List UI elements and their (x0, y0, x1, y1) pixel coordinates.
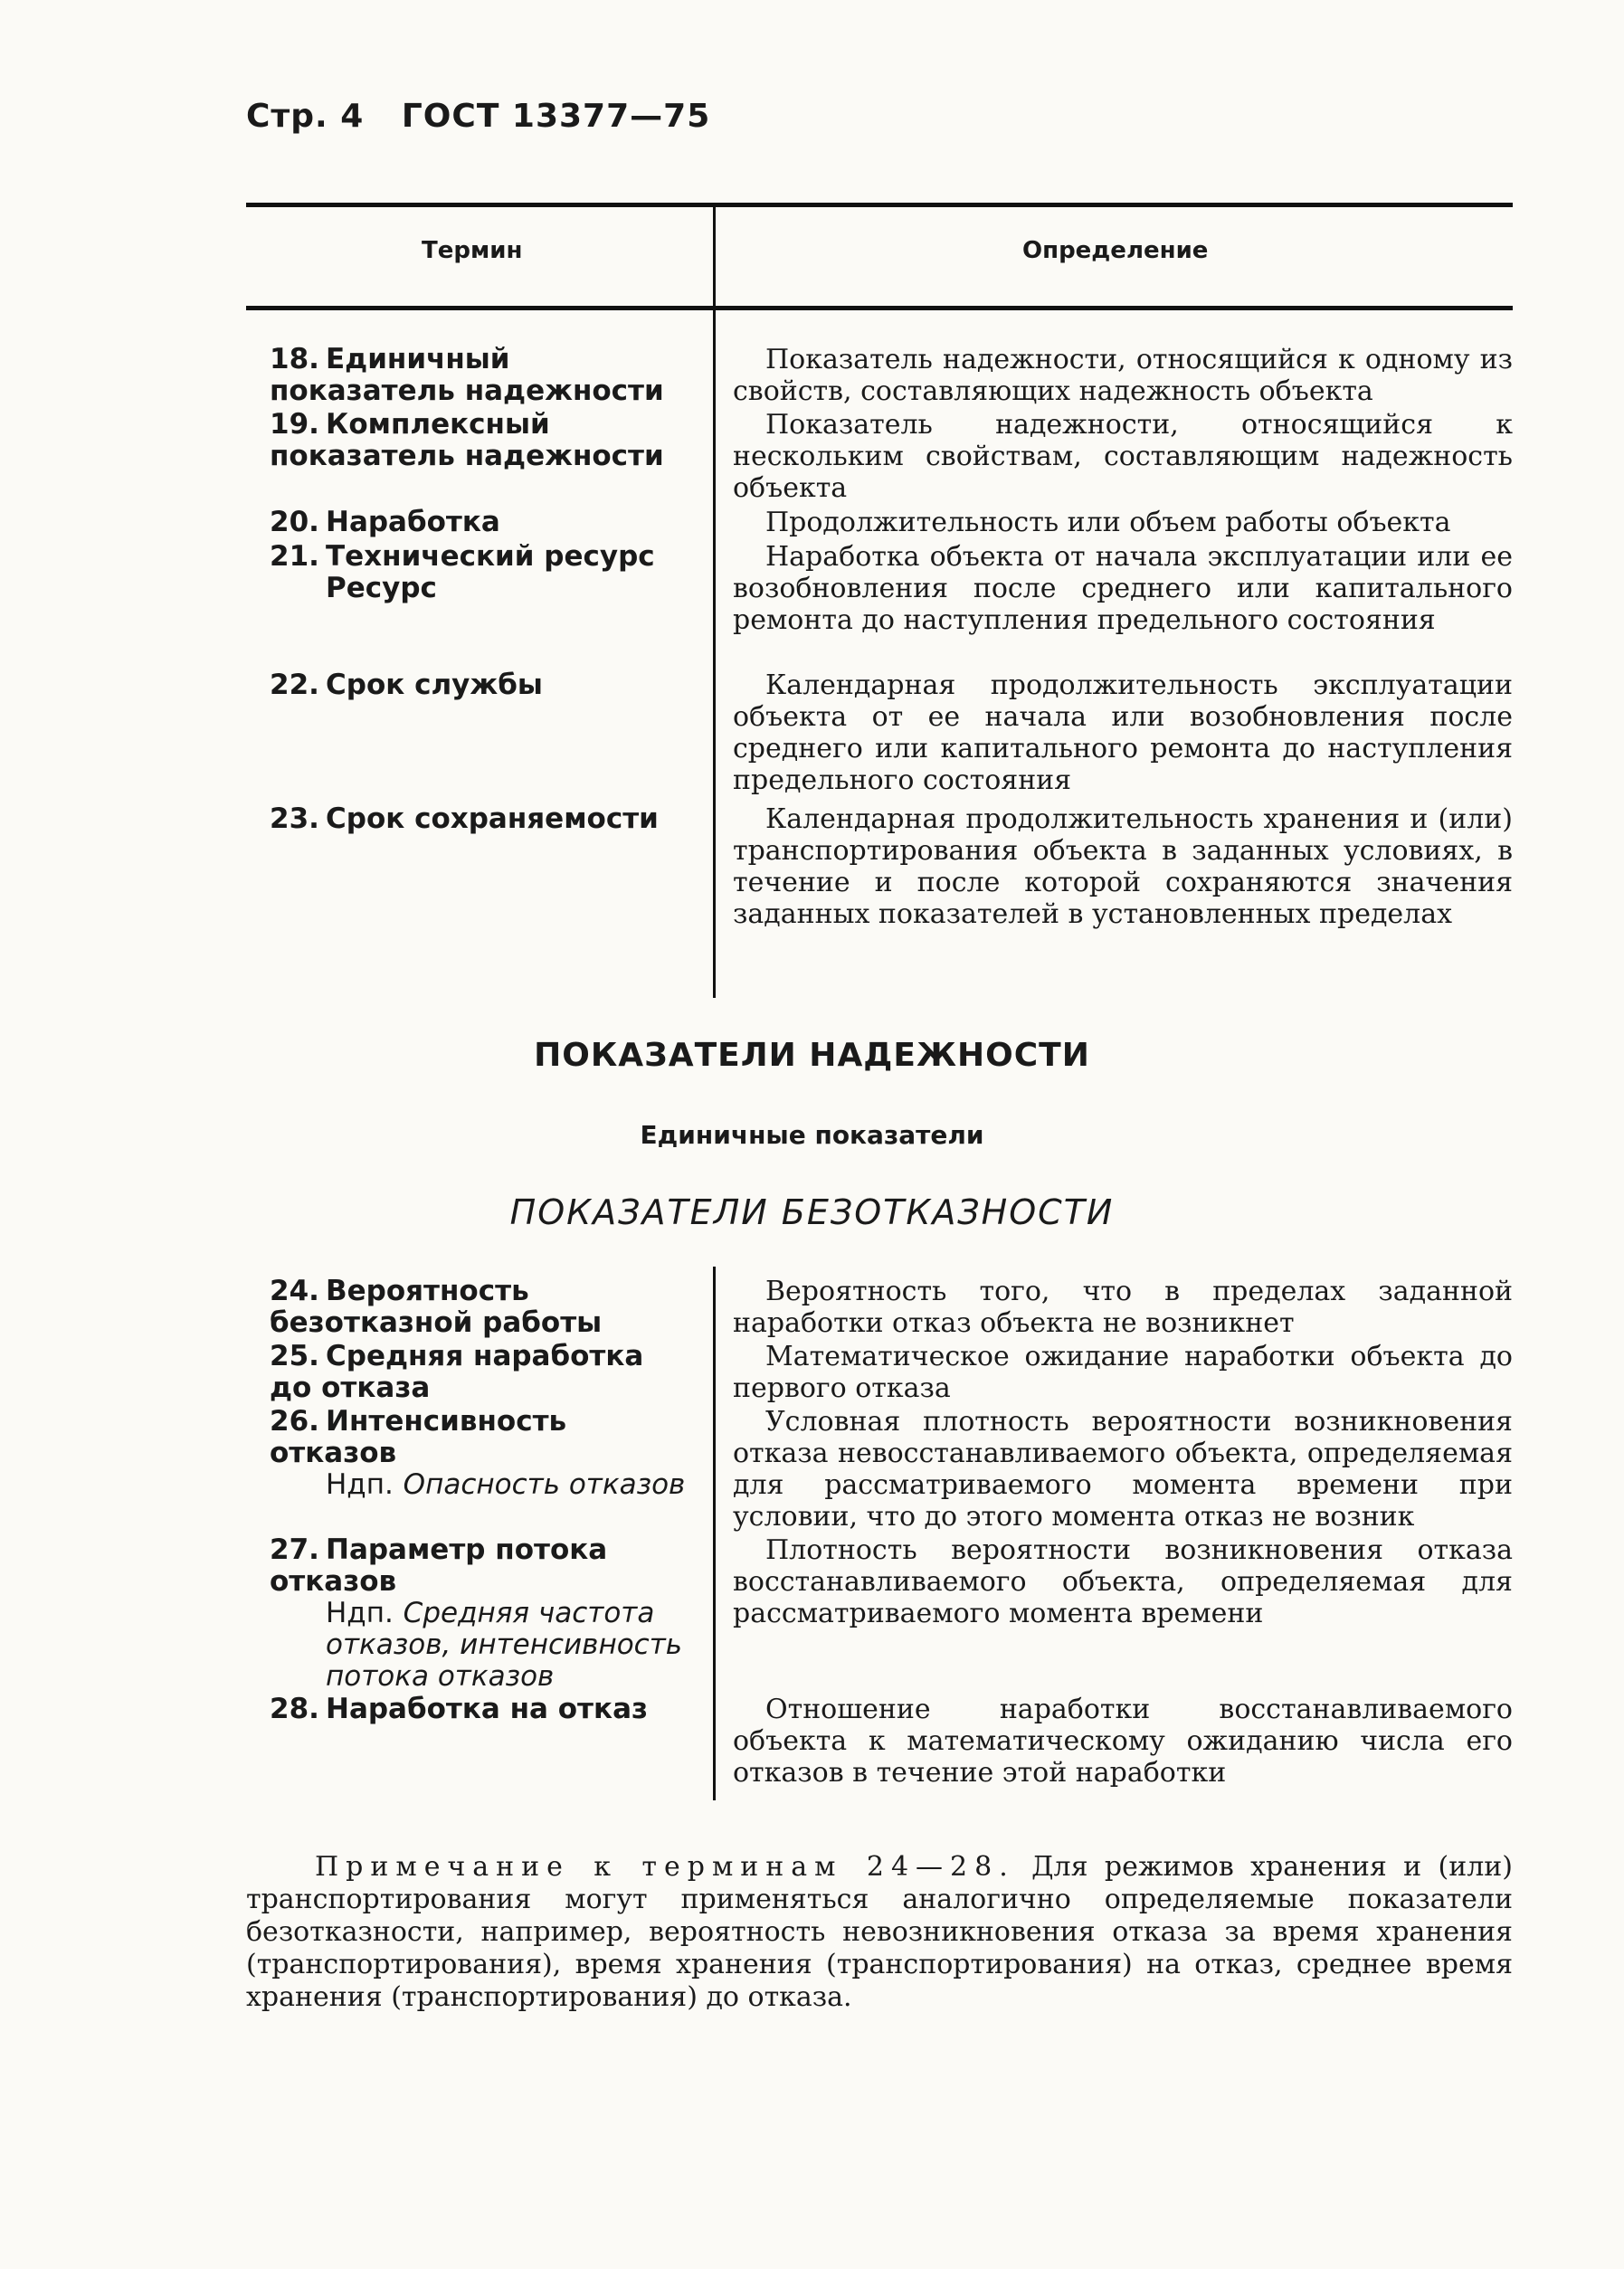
definition-23: Календарная продолжительность хранения и (или) транспортирования объекта в заданных условиях, в течение и после которой сохраняются значения заданных показателей в установленных пределах (733, 803, 1513, 930)
term-25: 25. Средняя наработка до отказа (270, 1340, 644, 1404)
page-number: Стр. 4 (246, 98, 365, 135)
term-21-alt: Ресурс (326, 572, 437, 604)
section-subtitle: Единичные показатели (640, 1120, 984, 1150)
table-header-rule (246, 306, 1513, 310)
section-title: ПОКАЗАТЕЛИ НАДЕЖНОСТИ (534, 1037, 1090, 1074)
term-20: 20. Наработка (270, 506, 500, 538)
standard-code: ГОСТ 13377—75 (401, 98, 711, 135)
column-header-definition: Определение (1022, 237, 1209, 264)
definition-18: Показатель надежности, относящийся к одному из свойств, составляющих надежность объекта (733, 344, 1513, 407)
term-23: 23. Срок сохраняемости (270, 802, 659, 835)
definition-28: Отношение наработки восстанавливаемого объекта к математическому ожиданию числа его отказов в течение этой наработки (733, 1694, 1513, 1789)
definition-24: Вероятность того, что в пределах заданной наработки отказ объекта не возникнет (733, 1276, 1513, 1339)
note-lead: Примечание к терминам 24—28. (315, 1851, 1015, 1883)
term-26: 26. Интенсивность отказов Ндп. Опасность отказов (270, 1405, 686, 1501)
term-27: 27. Параметр потока отказов Ндп. Средняя частота отказов, интенсивность потока отказов (270, 1533, 683, 1693)
definition-21: Наработка объекта от начала эксплуатации или ее возобновления после среднего или капитального ремонта до наступления предельного состояния (733, 541, 1513, 636)
section-italic-title: ПОКАЗАТЕЛИ БЕЗОТКАЗНОСТИ (509, 1192, 1115, 1232)
column-divider-1 (713, 310, 716, 998)
definition-20: Продолжительность или объем работы объекта (765, 507, 1451, 538)
definition-25: Математическое ожидание наработки объекта до первого отказа (733, 1341, 1513, 1404)
definition-19: Показатель надежности, относящийся к нескольким свойствам, составляющим надежность объекта (733, 409, 1513, 504)
definition-22: Календарная продолжительность эксплуатации объекта от ее начала или возобновления после среднего или капитального ремонта до наступления предельного состояния (733, 669, 1513, 796)
term-22: 22. Срок службы (270, 669, 543, 701)
note-text: Для режимов хранения и (или) транспортирования могут применяться аналогично определяемые показатели безотказности, например, вероятность невозникновения отказа за время хранения (транспортирования), время хранения (транспортирования) на отказ, среднее время хранения (транспортирования) до отказа. (246, 1851, 1513, 2013)
term-21: 21. Технический ресурс Ресурс (270, 541, 695, 604)
header-divider (713, 206, 716, 306)
page-header (246, 98, 736, 135)
table-top-rule (246, 203, 1513, 207)
column-divider-2 (713, 1267, 716, 1800)
definition-27: Плотность вероятности возникновения отказа восстанавливаемого объекта, определяемая для рассматриваемого момента времени (733, 1534, 1513, 1629)
term-28: 28. Наработка на отказ (270, 1693, 649, 1725)
term-19: 19. Комплексный показатель надежности (270, 408, 664, 472)
term-24: 24. Вероятность безотказной работы (270, 1275, 603, 1339)
column-header-terms: Термин (422, 237, 523, 264)
note-paragraph (246, 1851, 1513, 2014)
definition-26: Условная плотность вероятности возникновения отказа невосстанавливаемого объекта, определяемая для рассматриваемого момента времени при условии, что до этого момента отказ не возник (733, 1406, 1513, 1533)
term-18: 18. Единичный показатель надежности (270, 343, 664, 407)
